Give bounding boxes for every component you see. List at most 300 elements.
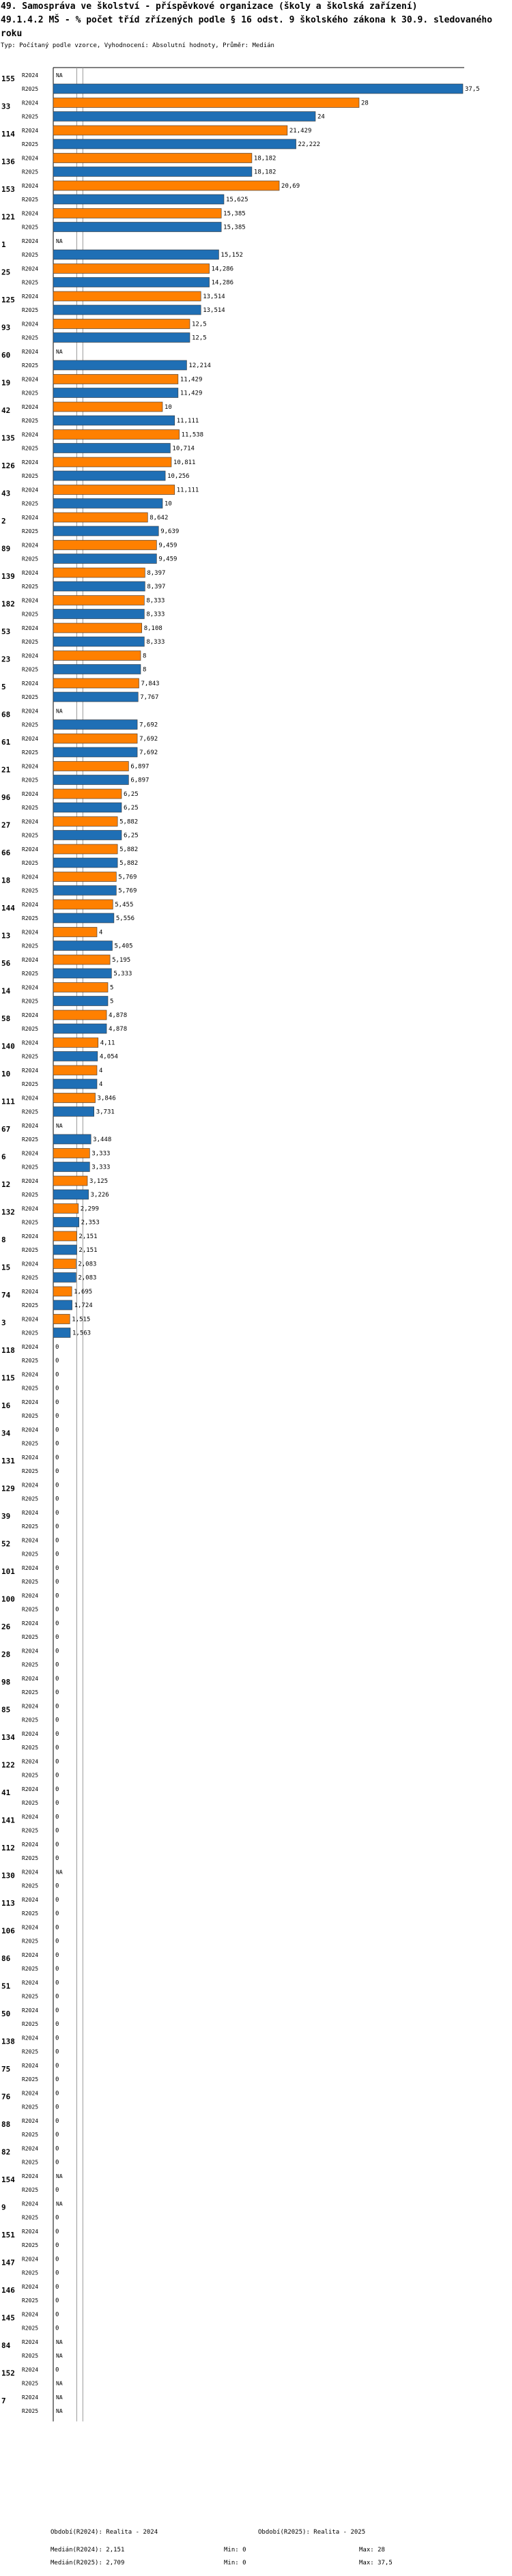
bar-value-label: 0 xyxy=(55,1537,59,1545)
row-id-label: 13 xyxy=(1,931,11,941)
bar-value-label: 0 xyxy=(55,2325,59,2332)
bar-value-label: 6,25 xyxy=(124,791,139,798)
series-label: R2025 xyxy=(22,805,39,811)
series-label: R2025 xyxy=(22,2076,39,2083)
series-label: R2024 xyxy=(22,1205,39,1212)
bar-value-label: 14,286 xyxy=(211,279,234,287)
bar-value-label: 0 xyxy=(55,1399,59,1406)
row-id-label: 106 xyxy=(1,1926,15,1936)
bar-r2025 xyxy=(53,388,178,398)
bar-r2025 xyxy=(53,886,116,896)
series-label: R2024 xyxy=(22,1537,39,1544)
bar-value-label: 8,333 xyxy=(146,597,165,605)
series-label: R2024 xyxy=(22,1344,39,1350)
row-id-label: 146 xyxy=(1,2286,15,2295)
series-label: R2025 xyxy=(22,86,39,92)
row-id-label: 134 xyxy=(1,1733,15,1742)
bar-value-label: 0 xyxy=(55,2021,59,2028)
row-id-label: 15 xyxy=(1,1263,11,1272)
row-id-label: 28 xyxy=(1,1650,11,1659)
series-label: R2025 xyxy=(22,473,39,479)
bar-r2024 xyxy=(53,955,110,964)
bar-value-label: 12,5 xyxy=(192,334,207,342)
bar-r2025 xyxy=(53,747,137,757)
bar-value-label: 8,333 xyxy=(146,639,165,646)
na-label: NA xyxy=(56,349,63,355)
series-label: R2024 xyxy=(22,984,39,991)
series-label: R2024 xyxy=(22,542,39,549)
row-id-label: 140 xyxy=(1,1042,15,1051)
bar-value-label: 4,878 xyxy=(109,1012,128,1019)
bar-value-label: 6,897 xyxy=(130,777,150,784)
series-label: R2024 xyxy=(22,1012,39,1018)
series-label: R2024 xyxy=(22,818,39,825)
row-id-label: 68 xyxy=(1,710,11,719)
series-label: R2025 xyxy=(22,390,39,397)
series-label: R2025 xyxy=(22,1136,39,1143)
series-label: R2025 xyxy=(22,1413,39,1419)
series-label: R2025 xyxy=(22,1495,39,1502)
bar-value-label: 0 xyxy=(55,1827,59,1835)
series-label: R2025 xyxy=(22,1219,39,1226)
bar-value-label: 0 xyxy=(55,1800,59,1807)
series-label: R2024 xyxy=(22,487,39,493)
bar-value-label: 8,397 xyxy=(147,584,166,590)
series-label: R2025 xyxy=(22,1385,39,1392)
bar-value-label: 6,897 xyxy=(130,763,150,771)
series-label: R2025 xyxy=(22,1800,39,1806)
series-label: R2025 xyxy=(22,418,39,424)
bar-r2025 xyxy=(53,1300,72,1310)
series-label: R2024 xyxy=(22,238,39,244)
bar-value-label: 11,429 xyxy=(180,376,203,384)
bar-r2024 xyxy=(53,789,122,799)
row-id-label: 9 xyxy=(1,2203,6,2212)
bar-r2024 xyxy=(53,264,210,274)
bar-r2025 xyxy=(53,831,122,840)
bar-r2024 xyxy=(53,1065,97,1075)
bar-r2025 xyxy=(53,692,138,702)
bar-value-label: 10 xyxy=(165,500,172,508)
series-label: R2025 xyxy=(22,611,39,618)
row-id-label: 42 xyxy=(1,406,11,415)
series-label: R2025 xyxy=(22,1855,39,1861)
bar-r2024 xyxy=(53,872,116,882)
bar-value-label: 0 xyxy=(55,1427,59,1434)
series-label: R2024 xyxy=(22,1620,39,1627)
bar-value-label: 5,769 xyxy=(118,874,137,881)
series-label: R2025 xyxy=(22,1606,39,1613)
series-label: R2025 xyxy=(22,1910,39,1917)
row-id-label: 8 xyxy=(1,1235,6,1244)
series-label: R2024 xyxy=(22,2173,39,2179)
bar-value-label: 11,429 xyxy=(180,390,203,397)
row-id-label: 16 xyxy=(1,1401,11,1410)
bar-value-label: 5,882 xyxy=(119,818,139,826)
series-label: R2025 xyxy=(22,1745,39,1751)
footer-median-2025: Medián(R2025): 2,709 xyxy=(51,2560,125,2566)
bar-value-label: 0 xyxy=(55,2118,59,2125)
row-id-label: 122 xyxy=(1,1760,15,1770)
row-id-label: 112 xyxy=(1,1844,15,1852)
series-label: R2024 xyxy=(22,570,39,576)
bar-r2025 xyxy=(53,416,175,425)
bar-value-label: 8 xyxy=(143,653,147,660)
footer-max-2025: Max: 37,5 xyxy=(359,2560,393,2566)
row-id-label: 5 xyxy=(1,683,6,691)
bar-r2024 xyxy=(53,623,142,633)
series-label: R2025 xyxy=(22,113,39,120)
row-id-label: 93 xyxy=(1,323,11,332)
row-id-label: 19 xyxy=(1,378,11,388)
bar-r2024 xyxy=(53,983,108,992)
row-id-label: 82 xyxy=(1,2147,11,2157)
na-label: NA xyxy=(56,2339,63,2345)
bar-value-label: 7,692 xyxy=(139,736,158,743)
series-label: R2024 xyxy=(22,1455,39,1461)
bar-value-label: 1,515 xyxy=(72,1316,91,1323)
row-id-label: 113 xyxy=(1,1899,15,1908)
row-id-label: 67 xyxy=(1,1125,11,1134)
na-label: NA xyxy=(56,1123,63,1129)
bar-value-label: 9,639 xyxy=(160,528,180,535)
series-label: R2024 xyxy=(22,128,39,134)
row-id-label: 27 xyxy=(1,820,11,830)
series-label: R2025 xyxy=(22,1883,39,1889)
series-label: R2025 xyxy=(22,2159,39,2166)
series-label: R2024 xyxy=(22,459,39,466)
row-id-label: 131 xyxy=(1,1457,15,1465)
bar-r2025 xyxy=(53,305,201,315)
bar-value-label: 0 xyxy=(55,2132,59,2138)
row-id-label: 152 xyxy=(1,2369,15,2378)
series-label: R2025 xyxy=(22,2298,39,2304)
bar-value-label: 12,214 xyxy=(188,362,211,369)
bar-value-label: 0 xyxy=(55,1510,59,1517)
bar-r2024 xyxy=(53,1315,70,1324)
series-label: R2024 xyxy=(22,1399,39,1405)
series-label: R2025 xyxy=(22,197,39,203)
series-label: R2024 xyxy=(22,1758,39,1765)
bar-r2024 xyxy=(53,181,279,190)
series-label: R2024 xyxy=(22,1178,39,1184)
series-label: R2025 xyxy=(22,500,39,507)
row-id-label: 89 xyxy=(1,544,11,554)
bar-value-label: 3,333 xyxy=(91,1164,111,1171)
series-label: R2024 xyxy=(22,2090,39,2097)
bar-value-label: 0 xyxy=(55,1842,59,1848)
row-id-label: 58 xyxy=(1,1014,11,1023)
bar-value-label: 0 xyxy=(55,1371,59,1379)
bar-r2025 xyxy=(53,112,315,121)
series-label: R2025 xyxy=(22,666,39,673)
series-label: R2025 xyxy=(22,2270,39,2276)
bar-value-label: 0 xyxy=(55,1938,59,1945)
series-label: R2024 xyxy=(22,2394,39,2401)
series-label: R2025 xyxy=(22,998,39,1005)
bar-value-label: 10 xyxy=(165,404,172,411)
series-label: R2025 xyxy=(22,971,39,977)
series-label: R2024 xyxy=(22,1261,39,1268)
bar-value-label: 6,25 xyxy=(124,832,139,840)
bar-value-label: 0 xyxy=(55,1455,59,1461)
row-id-label: 3 xyxy=(1,1318,6,1328)
bar-value-label: 11,538 xyxy=(181,431,204,439)
bar-r2025 xyxy=(53,913,114,923)
series-label: R2025 xyxy=(22,2021,39,2027)
bar-r2024 xyxy=(53,1038,98,1048)
bar-value-label: 0 xyxy=(55,2063,59,2070)
series-label: R2024 xyxy=(22,2063,39,2069)
bar-r2024 xyxy=(53,1149,89,1158)
row-id-label: 155 xyxy=(1,74,15,83)
na-label: NA xyxy=(56,2394,63,2401)
bar-value-label: 7,767 xyxy=(140,694,159,701)
bar-value-label: 0 xyxy=(55,1814,59,1821)
bar-r2025 xyxy=(53,250,218,259)
bar-value-label: 0 xyxy=(55,2298,59,2304)
bar-value-label: 8,333 xyxy=(146,611,165,618)
row-id-label: 118 xyxy=(1,1346,15,1355)
row-id-label: 114 xyxy=(1,130,15,139)
series-label: R2025 xyxy=(22,2048,39,2055)
bar-r2025 xyxy=(53,775,128,785)
footer-period-2025: Období(R2025): Realita - 2025 xyxy=(258,2529,366,2536)
na-label: NA xyxy=(56,1869,63,1876)
bar-r2025 xyxy=(53,720,137,730)
bar-value-label: 24 xyxy=(317,113,325,121)
series-label: R2025 xyxy=(22,528,39,534)
series-label: R2024 xyxy=(22,100,39,106)
na-label: NA xyxy=(56,2380,63,2387)
bar-value-label: 0 xyxy=(55,1634,59,1641)
series-label: R2025 xyxy=(22,1827,39,1834)
bar-value-label: 0 xyxy=(55,1676,59,1683)
series-label: R2024 xyxy=(22,1979,39,1986)
bar-r2024 xyxy=(53,1093,96,1103)
series-label: R2024 xyxy=(22,1842,39,1848)
bar-value-label: 5,882 xyxy=(119,860,139,867)
row-id-label: 85 xyxy=(1,1705,11,1715)
series-label: R2024 xyxy=(22,515,39,521)
bar-r2025 xyxy=(53,582,145,591)
bar-value-label: 0 xyxy=(55,2145,59,2153)
series-label: R2025 xyxy=(22,141,39,147)
na-label: NA xyxy=(56,708,63,715)
bar-r2024 xyxy=(53,402,162,412)
row-id-label: 18 xyxy=(1,876,11,885)
series-label: R2024 xyxy=(22,1427,39,1433)
bar-value-label: 0 xyxy=(55,2311,59,2319)
row-id-label: 111 xyxy=(1,1097,15,1106)
bar-r2025 xyxy=(53,1052,98,1061)
bar-r2025 xyxy=(53,637,144,646)
series-label: R2025 xyxy=(22,1523,39,1530)
series-label: R2024 xyxy=(22,1482,39,1489)
bar-r2024 xyxy=(53,126,287,135)
bar-value-label: 0 xyxy=(55,2284,59,2291)
series-label: R2024 xyxy=(22,957,39,963)
row-id-label: 96 xyxy=(1,793,11,802)
series-label: R2024 xyxy=(22,1289,39,1295)
chart-subtitle: Typ: Počítaný podle vzorce, Vyhodnocení: Absolutní hodnoty, Průměr: Medián xyxy=(1,42,274,49)
row-id-label: 139 xyxy=(1,572,15,581)
series-label: R2024 xyxy=(22,155,39,162)
series-label: R2024 xyxy=(22,1952,39,1958)
bar-value-label: 21,429 xyxy=(289,128,312,134)
series-label: R2025 xyxy=(22,584,39,590)
bar-value-label: 3,448 xyxy=(93,1136,112,1143)
series-label: R2025 xyxy=(22,1634,39,1640)
series-label: R2025 xyxy=(22,915,39,921)
bar-value-label: 2,151 xyxy=(79,1233,98,1240)
bar-value-label: 0 xyxy=(55,1579,59,1586)
series-label: R2025 xyxy=(22,1330,39,1336)
bar-value-label: 0 xyxy=(55,1745,59,1751)
bar-value-label: 3,125 xyxy=(89,1178,109,1185)
row-id-label: 129 xyxy=(1,1484,15,1493)
row-id-label: 56 xyxy=(1,959,11,968)
bar-r2025 xyxy=(53,665,141,674)
bar-value-label: 0 xyxy=(55,1689,59,1696)
row-id-label: 2 xyxy=(1,517,6,526)
bar-value-label: 0 xyxy=(55,2256,59,2263)
bar-value-label: 0 xyxy=(55,2187,59,2194)
bar-value-label: 0 xyxy=(55,1758,59,1766)
series-label: R2025 xyxy=(22,1717,39,1723)
row-id-label: 10 xyxy=(1,1070,11,1078)
series-label: R2025 xyxy=(22,639,39,645)
row-id-label: 51 xyxy=(1,1981,11,1991)
row-id-label: 50 xyxy=(1,2009,11,2018)
bar-r2024 xyxy=(53,154,252,163)
bar-r2025 xyxy=(53,444,170,453)
series-label: R2024 xyxy=(22,681,39,687)
bar-value-label: 2,299 xyxy=(80,1205,99,1213)
bar-value-label: 0 xyxy=(55,1883,59,1890)
bar-value-label: 5 xyxy=(110,998,114,1005)
series-label: R2024 xyxy=(22,376,39,383)
bar-value-label: 7,692 xyxy=(139,749,158,756)
bar-value-label: 0 xyxy=(55,1358,59,1364)
bar-r2025 xyxy=(53,471,165,481)
bar-value-label: 13,514 xyxy=(203,294,225,300)
row-id-label: 98 xyxy=(1,1678,11,1687)
bar-r2025 xyxy=(53,554,156,564)
series-label: R2025 xyxy=(22,1081,39,1087)
series-label: R2025 xyxy=(22,252,39,258)
bar-value-label: 0 xyxy=(55,1592,59,1600)
bar-value-label: 0 xyxy=(55,1786,59,1793)
row-id-label: 12 xyxy=(1,1180,11,1189)
series-label: R2024 xyxy=(22,708,39,715)
bar-r2024 xyxy=(53,430,180,440)
row-id-label: 100 xyxy=(1,1594,15,1604)
row-id-label: 153 xyxy=(1,185,15,194)
bar-value-label: 11,111 xyxy=(176,418,199,425)
bar-r2024 xyxy=(53,291,201,301)
row-id-label: 132 xyxy=(1,1207,15,1217)
bar-value-label: 14,286 xyxy=(211,266,234,273)
bar-r2024 xyxy=(53,928,97,937)
bar-value-label: 0 xyxy=(55,1910,59,1917)
row-id-label: 26 xyxy=(1,1622,11,1631)
series-label: R2025 xyxy=(22,721,39,728)
bar-value-label: 0 xyxy=(55,2007,59,2014)
bar-value-label: 0 xyxy=(55,1924,59,1932)
series-label: R2024 xyxy=(22,2256,39,2263)
bar-value-label: 0 xyxy=(55,1606,59,1614)
bar-value-label: 1,695 xyxy=(74,1289,93,1296)
bar-r2025 xyxy=(53,167,252,177)
bar-value-label: 0 xyxy=(55,1440,59,1448)
bar-value-label: 0 xyxy=(55,1703,59,1711)
row-id-label: 126 xyxy=(1,461,15,470)
bar-r2024 xyxy=(53,678,139,688)
series-label: R2024 xyxy=(22,2229,39,2235)
series-label: R2024 xyxy=(22,1040,39,1046)
series-label: R2024 xyxy=(22,1150,39,1157)
row-id-label: 1 xyxy=(1,240,6,249)
bar-r2024 xyxy=(53,209,221,218)
bar-value-label: 1,724 xyxy=(74,1302,93,1309)
bar-value-label: 0 xyxy=(55,2035,59,2042)
series-label: R2025 xyxy=(22,1579,39,1585)
bar-value-label: 13,514 xyxy=(203,307,225,314)
series-label: R2025 xyxy=(22,1551,39,1558)
row-id-label: 75 xyxy=(1,2065,11,2074)
bar-value-label: 0 xyxy=(55,2104,59,2111)
bar-value-label: 22,222 xyxy=(298,141,321,148)
row-id-label: 60 xyxy=(1,351,11,360)
row-id-label: 121 xyxy=(1,212,15,222)
bar-r2024 xyxy=(53,1010,106,1020)
bar-value-label: 5,882 xyxy=(119,846,139,853)
bar-r2024 xyxy=(53,651,141,661)
bar-value-label: 5,556 xyxy=(115,915,134,922)
series-label: R2025 xyxy=(22,749,39,756)
bar-value-label: 4,878 xyxy=(109,1026,128,1033)
series-label: R2024 xyxy=(22,625,39,631)
bar-r2024 xyxy=(53,1231,76,1241)
bar-value-label: 8,642 xyxy=(150,515,169,521)
series-label: R2024 xyxy=(22,404,39,410)
bar-value-label: 4 xyxy=(99,1068,103,1074)
series-label: R2024 xyxy=(22,210,39,217)
series-label: R2025 xyxy=(22,362,39,369)
series-label: R2025 xyxy=(22,1026,39,1032)
bar-value-label: 0 xyxy=(55,1482,59,1489)
series-label: R2025 xyxy=(22,1192,39,1198)
series-label: R2025 xyxy=(22,2325,39,2332)
bar-r2024 xyxy=(53,844,117,854)
bar-value-label: 15,152 xyxy=(221,252,243,259)
series-label: R2025 xyxy=(22,334,39,341)
bar-value-label: 2,083 xyxy=(78,1274,97,1282)
series-label: R2025 xyxy=(22,943,39,949)
series-label: R2024 xyxy=(22,2311,39,2318)
bar-value-label: 0 xyxy=(55,2214,59,2222)
bar-value-label: 0 xyxy=(55,1731,59,1738)
bar-r2025 xyxy=(53,941,112,951)
series-label: R2025 xyxy=(22,2380,39,2387)
series-label: R2024 xyxy=(22,183,39,189)
bar-value-label: 0 xyxy=(55,2366,59,2374)
row-id-label: 154 xyxy=(1,2175,15,2184)
row-id-label: 43 xyxy=(1,489,11,498)
bar-value-label: 8,397 xyxy=(147,570,166,577)
bar-value-label: 0 xyxy=(55,1385,59,1392)
